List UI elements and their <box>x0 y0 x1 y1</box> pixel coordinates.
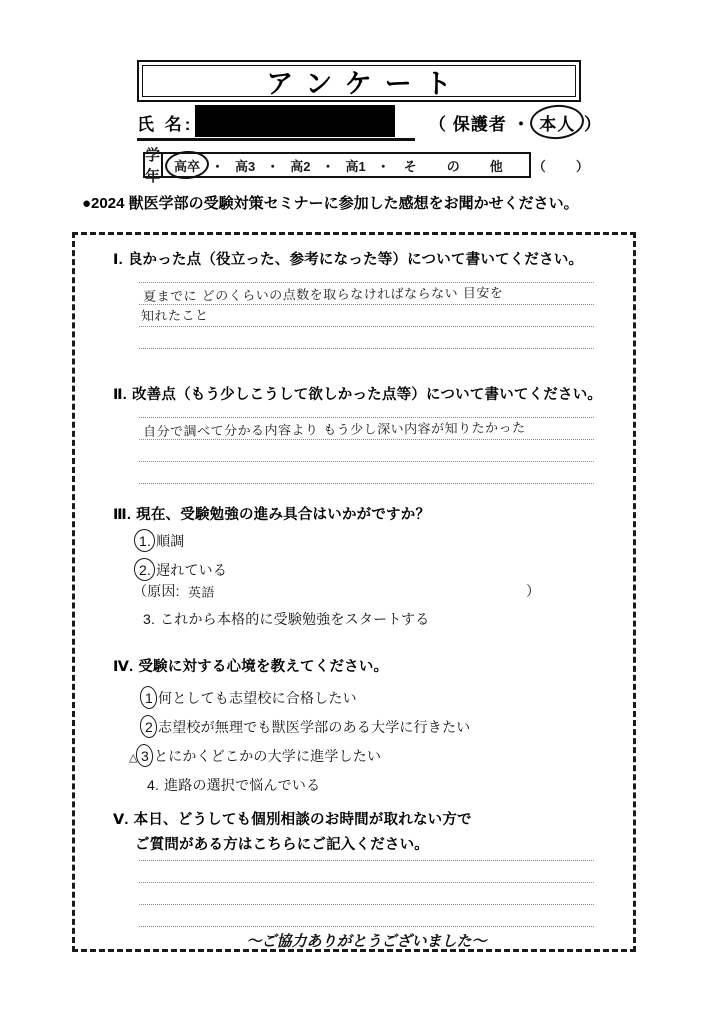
section-4-option-1[interactable] <box>145 688 357 708</box>
section-4-number: Ⅳ. <box>113 659 134 675</box>
grade-separator-2: ・ <box>266 158 280 174</box>
page-title: アンケート <box>266 68 465 99</box>
section-1-number: Ⅰ. <box>113 252 123 268</box>
section-3 <box>113 503 618 627</box>
writing-line <box>139 882 594 883</box>
section-4-heading <box>113 655 618 676</box>
section-3-cause-label: （原因: <box>133 583 180 599</box>
section-3-option-3-label: これから本格的に受験勉強をスタートする <box>160 611 430 627</box>
section-4-option-3-number: 3 <box>141 748 149 764</box>
section-5-heading-line-2: ご質問がある方はこちらにご記入ください。 <box>135 837 429 853</box>
section-3-heading <box>113 503 618 524</box>
grade-option-other[interactable]: その他（ <box>403 158 576 174</box>
section-2-number: Ⅱ. <box>113 387 127 403</box>
section-3-option-1[interactable] <box>139 531 184 551</box>
respondent-option-guardian[interactable]: 保護者 <box>452 115 507 134</box>
section-3-option-3[interactable] <box>143 609 429 629</box>
intro-text: ●2024 獣医学部の受験対策セミナーに参加した感想をお聞かせください。 <box>82 195 579 212</box>
grade-options <box>163 154 589 176</box>
section-1 <box>113 248 618 325</box>
respondent-option-self[interactable]: 本人 <box>536 110 578 135</box>
section-4-option-2[interactable] <box>145 717 470 737</box>
section-1-answer-area[interactable] <box>139 282 594 349</box>
respondent-paren-close: ） <box>583 115 602 134</box>
respondent-选择 <box>429 110 602 135</box>
section-3-option-3-number: 3. <box>143 611 156 627</box>
grade-option-ko1[interactable]: 高1 <box>345 158 366 174</box>
grade-option-ko2[interactable]: 高2 <box>290 158 311 174</box>
section-3-cause-row[interactable] <box>133 581 215 602</box>
name-label: 氏 名: <box>137 115 194 134</box>
writing-line <box>139 860 594 861</box>
grade-option-ko3[interactable]: 高3 <box>235 158 256 174</box>
section-1-heading-text: 良かった点（役立った、参考になった等）について書いてください。 <box>127 252 584 268</box>
title-box <box>137 60 581 102</box>
section-2-heading <box>113 383 618 404</box>
section-3-option-2[interactable] <box>139 560 227 580</box>
section-4-option-4-label: 進路の選択で悩んでいる <box>164 777 321 793</box>
writing-line <box>139 348 594 349</box>
name-row <box>137 107 602 141</box>
grade-other-paren-close: ） <box>575 158 589 174</box>
section-4-option-2-label: 志望校が無理でも獣医学部のある大学に行きたい <box>158 719 471 735</box>
section-2 <box>113 383 618 441</box>
section-4 <box>113 655 618 793</box>
section-3-option-2-label: 遅れている <box>156 562 228 578</box>
grade-separator-3: ・ <box>321 158 335 174</box>
section-1-answer-line-1: 夏までに どのくらいの点数を取らなければならない 目安を <box>142 286 504 305</box>
section-4-option-2-number: 2 <box>145 719 153 735</box>
section-4-option-1-number: 1 <box>145 690 153 706</box>
section-3-option-1-label: 順調 <box>156 533 185 549</box>
section-1-heading <box>113 248 618 269</box>
grade-label: 学年 <box>145 147 162 185</box>
section-4-option-4[interactable] <box>147 775 320 795</box>
section-5-answer-area[interactable] <box>139 860 594 950</box>
grade-separator-4: ・ <box>376 158 390 174</box>
name-redaction-bar <box>195 105 395 137</box>
grade-option-kousotsu[interactable]: 高卒 <box>171 156 203 175</box>
writing-line <box>139 326 594 327</box>
respondent-separator: ・ <box>512 115 531 134</box>
writing-line <box>139 483 594 484</box>
name-underline <box>137 138 415 141</box>
section-2-answer-line-1: 自分で調べて分かる内容より もう少し深い内容が知りたかった <box>142 420 526 441</box>
section-1-answer-line-2: 知れたこと <box>140 308 209 325</box>
section-5-heading-text-1: 本日、どうしても個別相談のお時間が取れない方で <box>133 812 472 828</box>
section-4-option-1-label: 何としても志望校に合格したい <box>158 690 357 706</box>
writing-line <box>139 926 594 927</box>
section-5-heading-line-1 <box>113 808 618 829</box>
section-5-number: Ⅴ. <box>113 812 129 828</box>
section-4-option-3-triangle-mark: △ <box>129 752 138 764</box>
closing-message: ～ご協力ありがとうございました～ <box>246 932 487 950</box>
section-3-option-1-number: 1. <box>139 533 152 549</box>
respondent-paren-open: （ <box>429 115 447 134</box>
section-3-cause-value: 英語 <box>187 585 215 602</box>
section-2-answer-area[interactable] <box>139 417 594 484</box>
grade-box <box>143 147 589 185</box>
section-3-option-2-number: 2. <box>139 562 152 578</box>
section-3-heading-text: 現在、受験勉強の進み具合はいかがですか？ <box>136 507 431 523</box>
section-4-heading-text: 受験に対する心境を教えてください。 <box>138 659 389 675</box>
section-2-heading-text: 改善点（もう少しこうして欲しかった点等）について書いてください。 <box>131 387 603 403</box>
writing-line <box>139 904 594 905</box>
writing-line <box>139 461 594 462</box>
section-3-cause-paren-close: ） <box>526 583 541 599</box>
section-4-option-4-number: 4. <box>147 777 160 793</box>
section-4-option-3-label: とにかくどこかの大学に進学したい <box>154 748 382 764</box>
section-5 <box>113 808 618 950</box>
grade-separator-1: ・ <box>211 158 225 174</box>
section-4-option-3[interactable] <box>141 746 381 766</box>
section-3-number: Ⅲ. <box>113 507 132 523</box>
